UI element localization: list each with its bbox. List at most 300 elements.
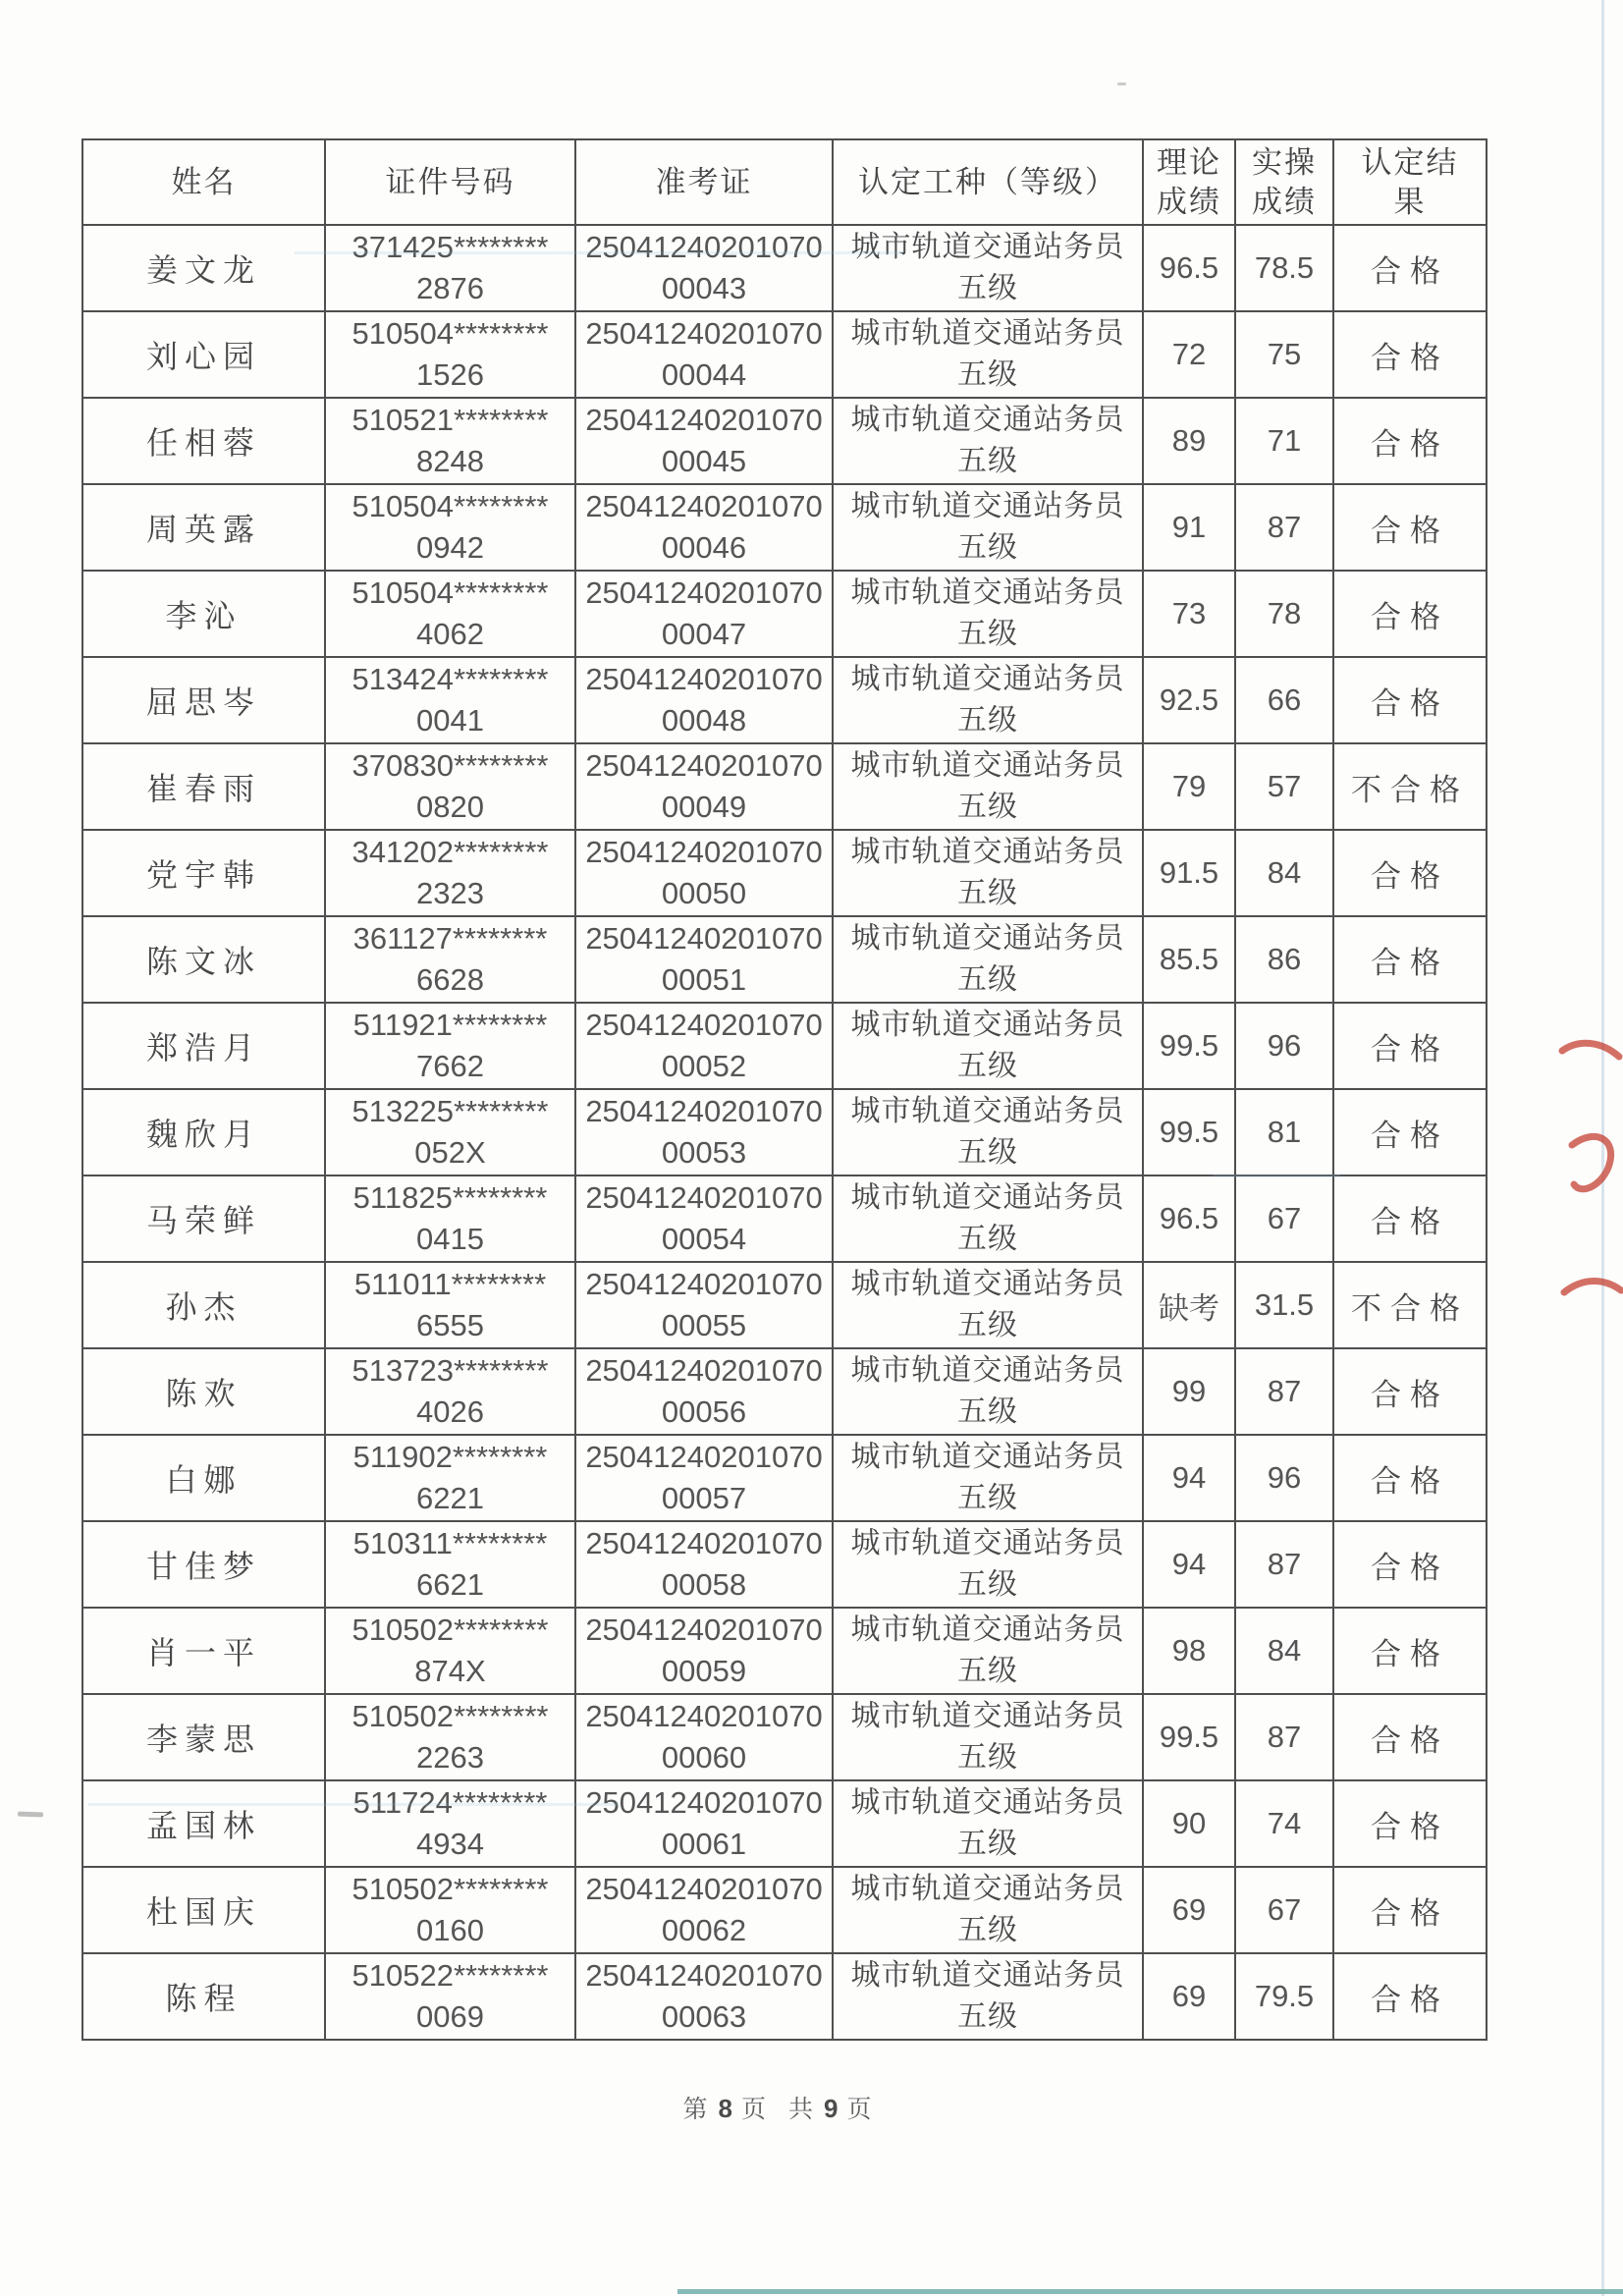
id-number-line1: 371425********	[352, 230, 549, 264]
id-number-cell	[325, 743, 575, 830]
job-grade: 五级	[957, 618, 1018, 650]
ticket-cell	[575, 1003, 833, 1089]
table-row	[82, 1780, 1487, 1867]
result-cell: 合格	[1333, 1348, 1487, 1435]
practical-score-cell: 66	[1235, 657, 1333, 743]
id-number-cell	[325, 1348, 575, 1435]
id-number-cell	[325, 571, 575, 657]
id-number-line2: 0942	[416, 530, 484, 565]
job-name: 城市轨道交通站务员	[850, 404, 1125, 436]
red-pen-marks	[1535, 1029, 1623, 1334]
theory-score-cell: 90	[1143, 1780, 1235, 1867]
job-grade-cell	[833, 484, 1143, 571]
scan-smudge	[18, 1812, 43, 1818]
table-row	[82, 1348, 1487, 1435]
practical-score-cell: 84	[1235, 830, 1333, 916]
ticket-cell	[575, 1089, 833, 1175]
theory-score-cell: 69	[1143, 1867, 1235, 1953]
id-number-cell	[325, 1953, 575, 2040]
job-grade: 五级	[957, 1395, 1018, 1428]
job-grade: 五级	[957, 1050, 1018, 1082]
result-cell: 合格	[1333, 1780, 1487, 1867]
ticket-line2: 00045	[661, 444, 747, 478]
theory-score-cell: 96.5	[1143, 1175, 1235, 1262]
job-grade: 五级	[957, 1482, 1018, 1514]
theory-score-cell: 99	[1143, 1348, 1235, 1435]
job-grade: 五级	[957, 1914, 1018, 1946]
practical-score-cell: 74	[1235, 1780, 1333, 1867]
job-grade-cell	[833, 1003, 1143, 1089]
footer-text: 页	[740, 2097, 768, 2123]
table-row	[82, 1608, 1487, 1694]
job-name: 城市轨道交通站务员	[850, 663, 1125, 695]
job-grade-cell	[833, 1694, 1143, 1780]
practical-score-cell: 87	[1235, 1348, 1333, 1435]
ticket-line1: 25041240201070	[585, 748, 823, 783]
id-number-line1: 510502********	[352, 1613, 549, 1647]
practical-score-cell: 81	[1235, 1089, 1333, 1175]
job-grade-cell	[833, 916, 1143, 1003]
header-practical-score: 实操成绩	[1235, 139, 1333, 225]
practical-score-cell: 71	[1235, 398, 1333, 484]
id-number-line2: 0041	[416, 703, 484, 738]
result-cell: 不合格	[1333, 743, 1487, 830]
practical-score-cell: 86	[1235, 916, 1333, 1003]
job-grade-cell	[833, 1262, 1143, 1348]
id-number-line2: 7662	[416, 1049, 484, 1083]
table-row	[82, 311, 1487, 398]
job-name: 城市轨道交通站务员	[850, 317, 1125, 350]
table-row	[82, 571, 1487, 657]
table-row	[82, 1694, 1487, 1780]
ticket-line2: 00054	[661, 1222, 747, 1256]
footer-text: 页	[846, 2097, 874, 2123]
id-number-line2: 2323	[416, 876, 484, 910]
name-cell: 魏欣月	[82, 1089, 325, 1175]
ticket-line1: 25041240201070	[585, 575, 823, 610]
result-cell: 不合格	[1333, 1262, 1487, 1348]
ticket-cell	[575, 1953, 833, 2040]
ticket-line2: 00044	[661, 357, 747, 392]
name-cell: 杜国庆	[82, 1867, 325, 1953]
job-name: 城市轨道交通站务员	[850, 1527, 1125, 1559]
job-grade-cell	[833, 225, 1143, 311]
id-number-line1: 511825********	[352, 1180, 548, 1215]
ticket-line1: 25041240201070	[585, 1353, 823, 1388]
theory-score-cell: 99.5	[1143, 1694, 1235, 1780]
id-number-line2: 4062	[416, 617, 484, 651]
results-table	[81, 138, 1488, 2041]
ticket-line2: 00056	[661, 1394, 747, 1429]
result-cell: 合格	[1333, 1867, 1487, 1953]
id-number-line1: 510502********	[352, 1872, 549, 1906]
job-grade: 五级	[957, 963, 1018, 996]
practical-score-cell: 79.5	[1235, 1953, 1333, 2040]
practical-score-cell: 84	[1235, 1608, 1333, 1694]
id-number-line2: 1526	[416, 357, 484, 392]
ticket-line1: 25041240201070	[585, 1958, 823, 1993]
ticket-cell	[575, 830, 833, 916]
id-number-line1: 513723********	[352, 1353, 549, 1388]
job-grade: 五级	[957, 1568, 1018, 1601]
scan-streak	[1213, 1175, 1340, 1177]
id-number-cell	[325, 1003, 575, 1089]
header-ticket: 准考证	[575, 139, 833, 225]
job-grade: 五级	[957, 1828, 1018, 1860]
id-number-line1: 511011********	[353, 1267, 547, 1301]
ticket-line1: 25041240201070	[585, 1872, 823, 1906]
theory-score-cell: 89	[1143, 398, 1235, 484]
id-number-line1: 511921********	[352, 1008, 548, 1042]
ticket-cell	[575, 225, 833, 311]
job-grade: 五级	[957, 445, 1018, 477]
ticket-line2: 00062	[661, 1913, 747, 1947]
ticket-line2: 00053	[661, 1135, 747, 1170]
result-cell: 合格	[1333, 571, 1487, 657]
id-number-cell	[325, 1694, 575, 1780]
practical-score-cell: 57	[1235, 743, 1333, 830]
id-number-line2: 0415	[416, 1222, 484, 1256]
id-number-line2: 6628	[416, 962, 484, 997]
ticket-line2: 00058	[661, 1567, 747, 1602]
name-cell: 李沁	[82, 571, 325, 657]
job-grade: 五级	[957, 1223, 1018, 1255]
ticket-cell	[575, 916, 833, 1003]
job-name: 城市轨道交通站务员	[850, 922, 1125, 955]
practical-score-cell: 67	[1235, 1867, 1333, 1953]
ticket-cell	[575, 398, 833, 484]
id-number-line2: 2876	[416, 271, 484, 305]
ticket-cell	[575, 311, 833, 398]
result-cell: 合格	[1333, 398, 1487, 484]
job-name: 城市轨道交通站务员	[850, 1959, 1125, 1992]
job-grade-cell	[833, 743, 1143, 830]
theory-score-cell: 91	[1143, 484, 1235, 571]
current-page-number: 8	[718, 2094, 732, 2123]
id-number-line1: 510504********	[352, 575, 549, 610]
name-cell: 李蒙思	[82, 1694, 325, 1780]
result-cell: 合格	[1333, 1435, 1487, 1521]
id-number-line2: 0069	[416, 1999, 484, 2034]
table-row	[82, 1435, 1487, 1521]
header-job-grade: 认定工种（等级）	[833, 139, 1143, 225]
job-name: 城市轨道交通站务员	[850, 1181, 1125, 1214]
result-cell: 合格	[1333, 916, 1487, 1003]
result-cell: 合格	[1333, 225, 1487, 311]
job-name: 城市轨道交通站务员	[850, 1873, 1125, 1905]
id-number-cell	[325, 1867, 575, 1953]
name-cell: 周英露	[82, 484, 325, 571]
id-number-line2: 6621	[416, 1567, 484, 1602]
result-cell: 合格	[1333, 1694, 1487, 1780]
id-number-line2: 6555	[416, 1308, 484, 1342]
job-grade-cell	[833, 1608, 1143, 1694]
table-header-row	[82, 139, 1487, 225]
job-name: 城市轨道交通站务员	[850, 1700, 1125, 1732]
ticket-line1: 25041240201070	[585, 1094, 823, 1128]
ticket-cell	[575, 743, 833, 830]
id-number-cell	[325, 830, 575, 916]
job-grade-cell	[833, 1089, 1143, 1175]
ticket-cell	[575, 1348, 833, 1435]
id-number-line1: 370830********	[352, 748, 549, 783]
job-name: 城市轨道交通站务员	[850, 1441, 1125, 1473]
id-number-line2: 0160	[416, 1913, 484, 1947]
ticket-line1: 25041240201070	[585, 1785, 823, 1820]
practical-score-cell: 96	[1235, 1435, 1333, 1521]
ticket-line1: 25041240201070	[585, 403, 823, 437]
job-name: 城市轨道交通站务员	[850, 1268, 1125, 1300]
theory-score-cell: 96.5	[1143, 225, 1235, 311]
theory-score-cell: 69	[1143, 1953, 1235, 2040]
ticket-line1: 25041240201070	[585, 1008, 823, 1042]
job-name: 城市轨道交通站务员	[850, 576, 1125, 609]
result-cell: 合格	[1333, 1953, 1487, 2040]
job-grade-cell	[833, 1435, 1143, 1521]
job-grade-cell	[833, 1953, 1143, 2040]
job-grade: 五级	[957, 1655, 1018, 1687]
job-grade: 五级	[957, 531, 1018, 564]
ticket-line2: 00048	[661, 703, 747, 738]
ticket-line2: 00063	[661, 1999, 747, 2034]
job-grade: 五级	[957, 1741, 1018, 1774]
job-grade: 五级	[957, 704, 1018, 737]
table-row	[82, 1089, 1487, 1175]
table-row	[82, 1175, 1487, 1262]
id-number-line1: 511724********	[352, 1785, 548, 1820]
result-cell: 合格	[1333, 1521, 1487, 1608]
name-cell: 陈文冰	[82, 916, 325, 1003]
id-number-cell	[325, 1089, 575, 1175]
practical-score-cell: 87	[1235, 1694, 1333, 1780]
theory-score-cell: 79	[1143, 743, 1235, 830]
table-row	[82, 1521, 1487, 1608]
id-number-line2: 6221	[416, 1481, 484, 1515]
job-grade-cell	[833, 1780, 1143, 1867]
ticket-cell	[575, 1867, 833, 1953]
ticket-cell	[575, 657, 833, 743]
result-cell: 合格	[1333, 484, 1487, 571]
header-id-number: 证件号码	[325, 139, 575, 225]
theory-score-cell: 99.5	[1143, 1089, 1235, 1175]
table-row	[82, 484, 1487, 571]
theory-score-cell: 缺考	[1143, 1262, 1235, 1348]
job-name: 城市轨道交通站务员	[850, 1095, 1125, 1127]
result-cell: 合格	[1333, 830, 1487, 916]
name-cell: 郑浩月	[82, 1003, 325, 1089]
job-grade-cell	[833, 830, 1143, 916]
id-number-line1: 511902********	[352, 1440, 548, 1474]
theory-score-cell: 92.5	[1143, 657, 1235, 743]
ticket-cell	[575, 484, 833, 571]
id-number-line1: 510522********	[352, 1958, 549, 1993]
theory-score-cell: 91.5	[1143, 830, 1235, 916]
ticket-line2: 00055	[661, 1308, 747, 1342]
practical-score-cell: 96	[1235, 1003, 1333, 1089]
ticket-line1: 25041240201070	[585, 835, 823, 869]
id-number-line2: 052X	[414, 1135, 486, 1170]
theory-score-cell: 73	[1143, 571, 1235, 657]
job-name: 城市轨道交通站务员	[850, 749, 1125, 782]
practical-score-cell: 31.5	[1235, 1262, 1333, 1348]
job-name: 城市轨道交通站务员	[850, 1354, 1125, 1387]
job-grade-cell	[833, 1175, 1143, 1262]
scan-smudge	[1117, 82, 1126, 85]
header-result: 认定结果	[1333, 139, 1487, 225]
id-number-line2: 4026	[416, 1394, 484, 1429]
job-grade-cell	[833, 571, 1143, 657]
id-number-cell	[325, 1608, 575, 1694]
theory-score-cell: 85.5	[1143, 916, 1235, 1003]
job-grade: 五级	[957, 1136, 1018, 1169]
ticket-cell	[575, 1521, 833, 1608]
id-number-cell	[325, 225, 575, 311]
name-cell: 甘佳梦	[82, 1521, 325, 1608]
ticket-line2: 00051	[661, 962, 747, 997]
table-row	[82, 1262, 1487, 1348]
ticket-line2: 00059	[661, 1654, 747, 1688]
ticket-cell	[575, 1608, 833, 1694]
job-grade-cell	[833, 398, 1143, 484]
job-grade-cell	[833, 1867, 1143, 1953]
result-cell: 合格	[1333, 1089, 1487, 1175]
ticket-line2: 00061	[661, 1827, 747, 1861]
table-row	[82, 225, 1487, 311]
job-grade-cell	[833, 311, 1143, 398]
footer-text: 第	[682, 2097, 710, 2123]
result-cell: 合格	[1333, 311, 1487, 398]
name-cell: 屈思岑	[82, 657, 325, 743]
job-grade-cell	[833, 1348, 1143, 1435]
id-number-cell	[325, 398, 575, 484]
ticket-line1: 25041240201070	[585, 921, 823, 956]
footer-text: 共	[788, 2097, 816, 2123]
name-cell: 陈程	[82, 1953, 325, 2040]
id-number-line2: 2263	[416, 1740, 484, 1775]
ticket-line2: 00052	[661, 1049, 747, 1083]
job-grade: 五级	[957, 2000, 1018, 2033]
ticket-line1: 25041240201070	[585, 489, 823, 523]
id-number-line2: 0820	[416, 790, 484, 824]
result-cell: 合格	[1333, 1175, 1487, 1262]
job-name: 城市轨道交通站务员	[850, 490, 1125, 522]
id-number-cell	[325, 1175, 575, 1262]
table-row	[82, 1953, 1487, 2040]
job-grade: 五级	[957, 272, 1018, 304]
table-row	[82, 916, 1487, 1003]
name-cell: 陈欢	[82, 1348, 325, 1435]
theory-score-cell: 98	[1143, 1608, 1235, 1694]
scanner-bottom-line	[677, 2289, 1623, 2294]
job-grade: 五级	[957, 791, 1018, 823]
practical-score-cell: 78.5	[1235, 225, 1333, 311]
table-row	[82, 657, 1487, 743]
name-cell: 孟国林	[82, 1780, 325, 1867]
name-cell: 刘心园	[82, 311, 325, 398]
ticket-cell	[575, 1780, 833, 1867]
job-name: 城市轨道交通站务员	[850, 1009, 1125, 1041]
ticket-line1: 25041240201070	[585, 662, 823, 696]
name-cell: 白娜	[82, 1435, 325, 1521]
id-number-cell	[325, 916, 575, 1003]
table-row	[82, 743, 1487, 830]
theory-score-cell: 94	[1143, 1435, 1235, 1521]
table-body	[82, 225, 1487, 2040]
ticket-line2: 00050	[661, 876, 747, 910]
job-grade-cell	[833, 657, 1143, 743]
practical-score-cell: 75	[1235, 311, 1333, 398]
ticket-line2: 00057	[661, 1481, 747, 1515]
id-number-cell	[325, 1262, 575, 1348]
table-row	[82, 830, 1487, 916]
id-number-cell	[325, 484, 575, 571]
name-cell: 马荣鲜	[82, 1175, 325, 1262]
scan-streak	[295, 251, 903, 254]
id-number-cell	[325, 657, 575, 743]
ticket-line2: 00046	[661, 530, 747, 565]
id-number-line1: 510504********	[352, 489, 549, 523]
job-grade: 五级	[957, 358, 1018, 391]
id-number-line2: 8248	[416, 444, 484, 478]
header-name: 姓名	[82, 139, 325, 225]
ticket-line2: 00043	[661, 271, 747, 305]
table-row	[82, 398, 1487, 484]
practical-score-cell: 87	[1235, 484, 1333, 571]
practical-score-cell: 87	[1235, 1521, 1333, 1608]
table-row	[82, 1003, 1487, 1089]
job-grade: 五级	[957, 877, 1018, 909]
practical-score-cell: 67	[1235, 1175, 1333, 1262]
ticket-line2: 00060	[661, 1740, 747, 1775]
table-row	[82, 1867, 1487, 1953]
name-cell: 任相蓉	[82, 398, 325, 484]
ticket-cell	[575, 1435, 833, 1521]
ticket-line1: 25041240201070	[585, 316, 823, 351]
ticket-line1: 25041240201070	[585, 1699, 823, 1733]
theory-score-cell: 94	[1143, 1521, 1235, 1608]
job-name: 城市轨道交通站务员	[850, 1613, 1125, 1646]
id-number-line1: 513225********	[352, 1094, 549, 1128]
id-number-line1: 361127********	[352, 921, 548, 956]
theory-score-cell: 99.5	[1143, 1003, 1235, 1089]
ticket-line1: 25041240201070	[585, 230, 823, 264]
job-name: 城市轨道交通站务员	[850, 836, 1125, 868]
ticket-line2: 00047	[661, 617, 747, 651]
header-theory-score: 理论成绩	[1143, 139, 1235, 225]
job-name: 城市轨道交通站务员	[850, 231, 1125, 263]
id-number-line1: 513424********	[352, 662, 549, 696]
ticket-line1: 25041240201070	[585, 1526, 823, 1560]
ticket-cell	[575, 1262, 833, 1348]
id-number-line1: 510521********	[352, 403, 549, 437]
ticket-line1: 25041240201070	[585, 1180, 823, 1215]
page-footer	[0, 2090, 1590, 2125]
scan-streak	[88, 1803, 619, 1806]
result-cell: 合格	[1333, 1608, 1487, 1694]
id-number-line1: 510311********	[352, 1526, 548, 1560]
id-number-cell	[325, 1780, 575, 1867]
ticket-line1: 25041240201070	[585, 1613, 823, 1647]
id-number-line1: 341202********	[352, 835, 549, 869]
name-cell: 姜文龙	[82, 225, 325, 311]
name-cell: 孙杰	[82, 1262, 325, 1348]
name-cell: 肖一平	[82, 1608, 325, 1694]
name-cell: 崔春雨	[82, 743, 325, 830]
job-grade-cell	[833, 1521, 1143, 1608]
id-number-cell	[325, 1435, 575, 1521]
id-number-line2: 4934	[416, 1827, 484, 1861]
id-number-line2: 874X	[414, 1654, 486, 1688]
